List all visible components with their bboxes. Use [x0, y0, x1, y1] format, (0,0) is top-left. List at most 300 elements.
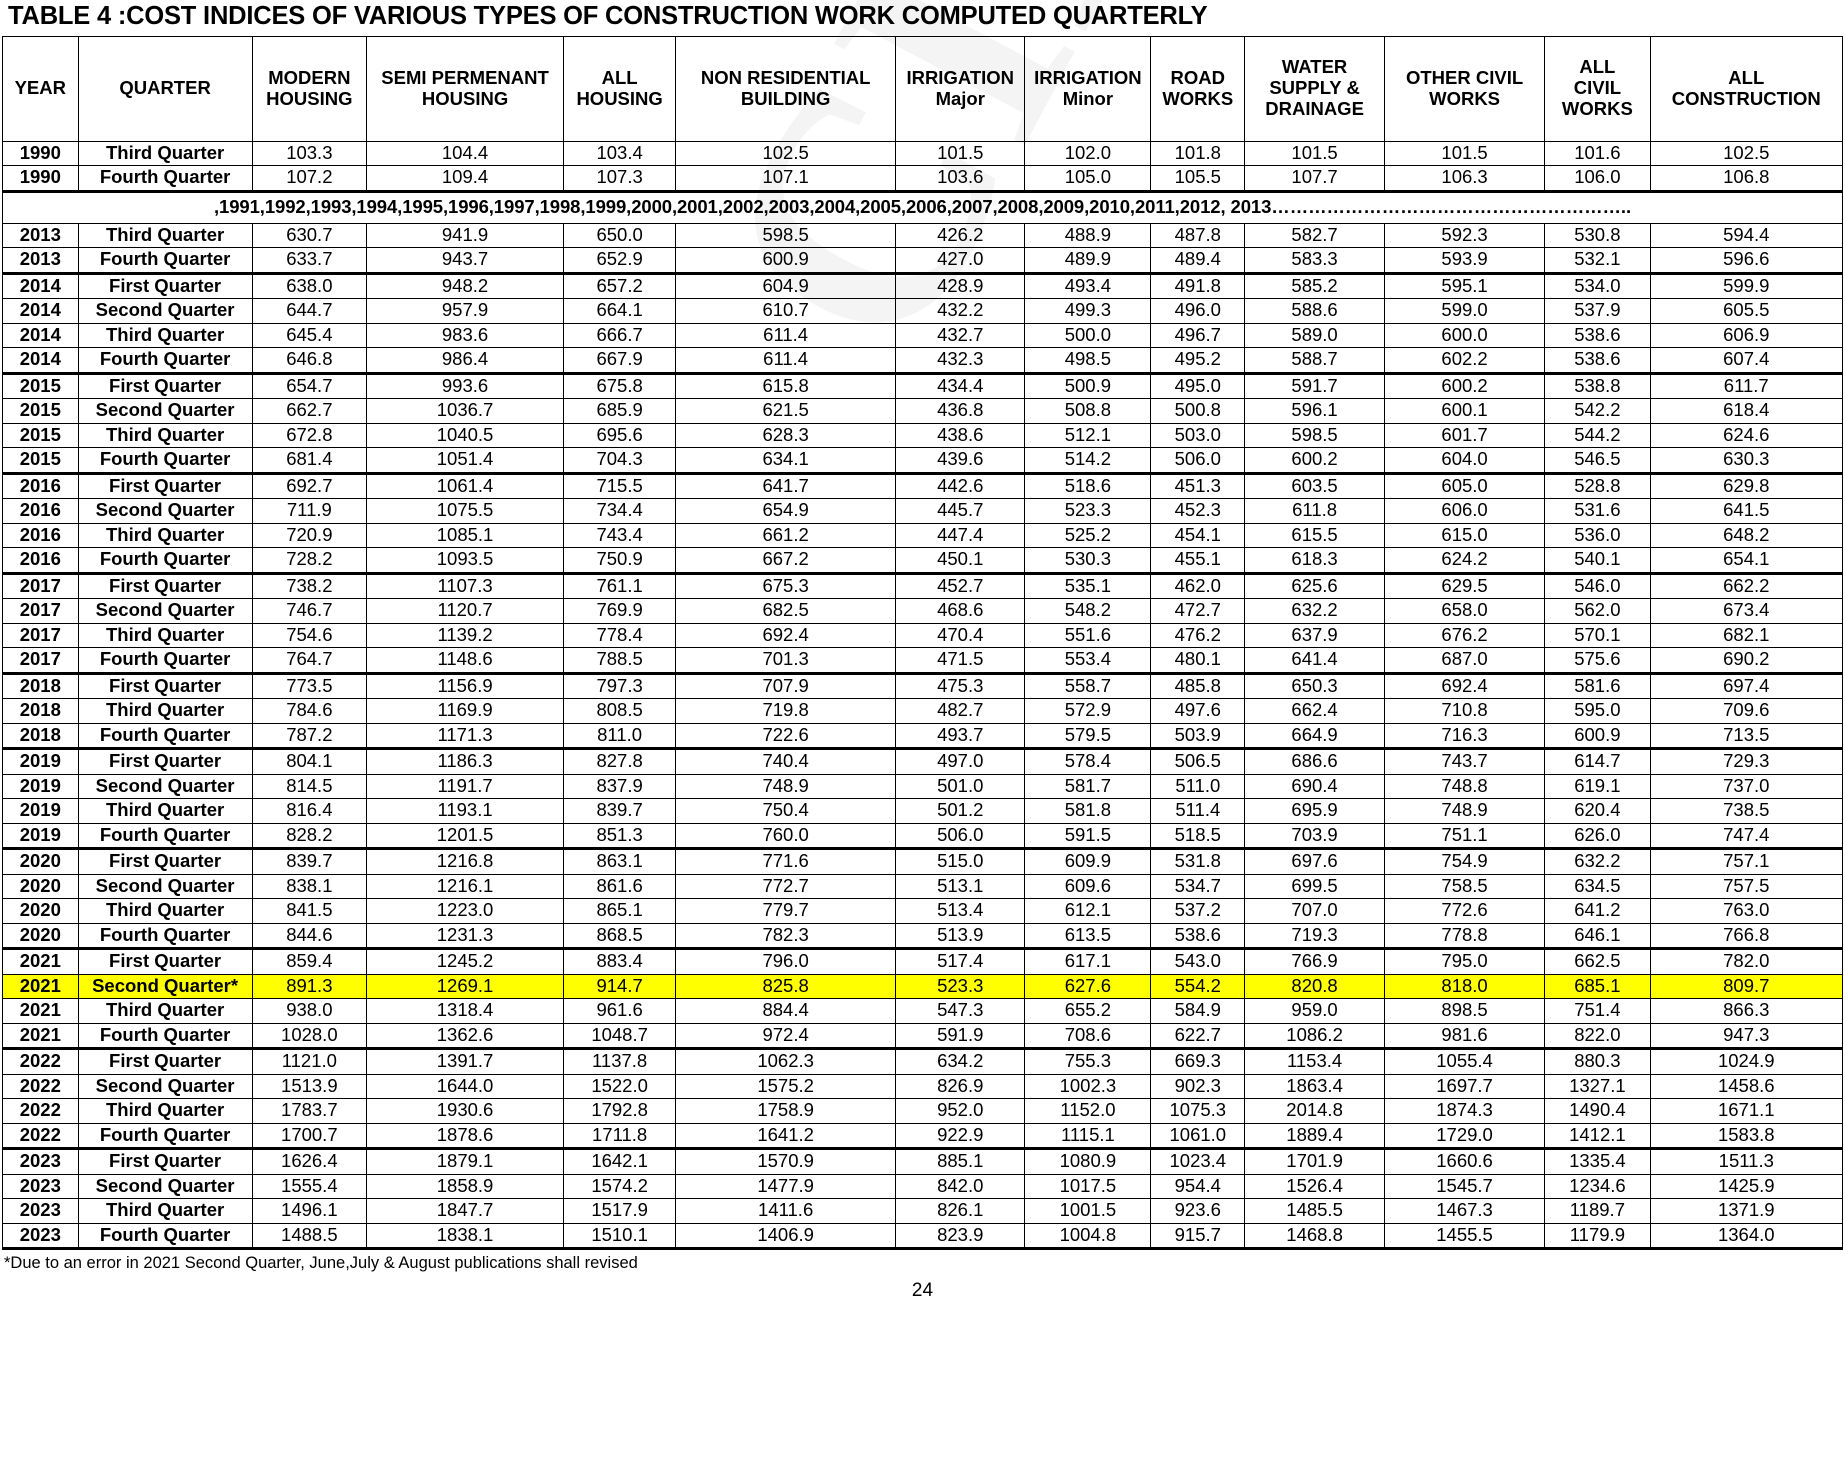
cell-quarter: Second Quarter [78, 299, 252, 324]
cell-value: 468.6 [896, 599, 1025, 624]
cell-value: 709.6 [1650, 699, 1842, 724]
cell-value: 554.2 [1151, 974, 1245, 999]
page-number: 24 [911, 1280, 934, 1301]
table-row [3, 1023, 1843, 1049]
cell-value: 880.3 [1545, 1049, 1650, 1075]
cell-value: 503.9 [1151, 723, 1245, 749]
cell-value: 748.9 [1384, 799, 1544, 824]
cell-quarter: Fourth Quarter [78, 923, 252, 949]
cell-value: 682.5 [676, 599, 896, 624]
table-row [3, 1099, 1843, 1124]
cell-value: 666.7 [564, 323, 676, 348]
table-row [3, 823, 1843, 849]
cell-value: 1468.8 [1245, 1223, 1385, 1249]
cell-value: 602.2 [1384, 348, 1544, 374]
cell-value: 682.1 [1650, 623, 1842, 648]
cell-value: 518.5 [1151, 823, 1245, 849]
cell-value: 1061.0 [1151, 1123, 1245, 1149]
table-row [3, 799, 1843, 824]
cell-value: 612.1 [1025, 899, 1151, 924]
cell-value: 695.6 [564, 423, 676, 448]
cell-value: 646.8 [252, 348, 366, 374]
cell-value: 626.0 [1545, 823, 1650, 849]
cell-value: 1216.8 [367, 849, 564, 875]
cell-value: 606.9 [1650, 323, 1842, 348]
column-header-line: WORKS [1162, 87, 1234, 109]
cell-value: 809.7 [1650, 974, 1842, 999]
cell-value: 675.8 [564, 373, 676, 399]
cell-value: 610.7 [676, 299, 896, 324]
cell-quarter: First Quarter [78, 673, 252, 699]
cell-value: 427.0 [896, 248, 1025, 274]
cell-value: 898.5 [1384, 999, 1544, 1024]
cell-year: 2014 [3, 273, 79, 299]
cell-value: 1729.0 [1384, 1123, 1544, 1149]
cell-value: 532.1 [1545, 248, 1650, 274]
cell-value: 757.1 [1650, 849, 1842, 875]
cell-value: 1169.9 [367, 699, 564, 724]
cell-value: 1485.5 [1245, 1199, 1385, 1224]
cell-value: 1847.7 [367, 1199, 564, 1224]
cell-value: 619.1 [1545, 774, 1650, 799]
cell-quarter: First Quarter [78, 749, 252, 775]
cell-quarter: Third Quarter [78, 999, 252, 1024]
cell-value: 787.2 [252, 723, 366, 749]
cell-value: 434.4 [896, 373, 1025, 399]
cell-year: 2021 [3, 999, 79, 1024]
cell-value: 1364.0 [1650, 1223, 1842, 1249]
cell-value: 825.8 [676, 974, 896, 999]
cell-value: 531.6 [1545, 499, 1650, 524]
column-header-line: ALL [601, 66, 638, 88]
cell-value: 641.5 [1650, 499, 1842, 524]
cell-value: 1040.5 [367, 423, 564, 448]
cell-value: 101.5 [1384, 141, 1544, 166]
cell-value: 620.4 [1545, 799, 1650, 824]
cell-year: 2020 [3, 874, 79, 899]
cell-value: 537.2 [1151, 899, 1245, 924]
cell-value: 600.1 [1384, 399, 1544, 424]
cell-year: 2017 [3, 623, 79, 648]
cell-value: 1583.8 [1650, 1123, 1842, 1149]
table-row [3, 673, 1843, 699]
cell-value: 719.8 [676, 699, 896, 724]
cell-value: 972.4 [676, 1023, 896, 1049]
cell-value: 648.2 [1650, 523, 1842, 548]
cell-value: 1148.6 [367, 648, 564, 674]
cell-year: 2017 [3, 573, 79, 599]
cell-value: 634.5 [1545, 874, 1650, 899]
cell-value: 629.8 [1650, 473, 1842, 499]
cell-quarter: Third Quarter [78, 141, 252, 166]
cell-value: 669.3 [1151, 1049, 1245, 1075]
table-row [3, 141, 1843, 166]
cell-quarter: First Quarter [78, 849, 252, 875]
cell-value: 476.2 [1151, 623, 1245, 648]
cell-value: 450.1 [896, 548, 1025, 574]
cell-value: 1107.3 [367, 573, 564, 599]
table-row [3, 548, 1843, 574]
cell-value: 1517.9 [564, 1199, 676, 1224]
cell-value: 1193.1 [367, 799, 564, 824]
cell-value: 826.1 [896, 1199, 1025, 1224]
cell-value: 788.5 [564, 648, 676, 674]
cell-value: 654.7 [252, 373, 366, 399]
cell-quarter: First Quarter [78, 273, 252, 299]
cell-value: 537.9 [1545, 299, 1650, 324]
cell-value: 475.3 [896, 673, 1025, 699]
cell-value: 1930.6 [367, 1099, 564, 1124]
cell-value: 1863.4 [1245, 1074, 1385, 1099]
cell-value: 493.7 [896, 723, 1025, 749]
cell-value: 609.6 [1025, 874, 1151, 899]
cell-value: 1318.4 [367, 999, 564, 1024]
cell-year: 2015 [3, 448, 79, 474]
cell-value: 1171.3 [367, 723, 564, 749]
cell-value: 948.2 [367, 273, 564, 299]
cell-year: 2019 [3, 823, 79, 849]
cell-value: 763.0 [1650, 899, 1842, 924]
cell-quarter: Fourth Quarter [78, 1123, 252, 1149]
cell-value: 839.7 [564, 799, 676, 824]
cell-value: 606.0 [1384, 499, 1544, 524]
cell-value: 703.9 [1245, 823, 1385, 849]
cell-value: 1153.4 [1245, 1049, 1385, 1075]
cell-value: 107.3 [564, 166, 676, 192]
cell-value: 839.7 [252, 849, 366, 875]
cell-value: 838.1 [252, 874, 366, 899]
cell-value: 692.4 [676, 623, 896, 648]
cell-value: 1758.9 [676, 1099, 896, 1124]
cell-value: 842.0 [896, 1174, 1025, 1199]
cell-quarter: Fourth Quarter [78, 548, 252, 574]
table-row [3, 273, 1843, 299]
cell-value: 685.9 [564, 399, 676, 424]
cell-value: 1555.4 [252, 1174, 366, 1199]
cell-quarter: Second Quarter [78, 774, 252, 799]
cell-value: 593.9 [1384, 248, 1544, 274]
cell-value: 506.0 [896, 823, 1025, 849]
cell-value: 771.6 [676, 849, 896, 875]
cell-value: 536.0 [1545, 523, 1650, 548]
cell-value: 883.4 [564, 949, 676, 975]
footnote: *Due to an error in 2021 Second Quarter, June,July & August publications shall revised [4, 1254, 638, 1272]
cell-value: 713.5 [1650, 723, 1842, 749]
cell-value: 538.6 [1545, 348, 1650, 374]
cell-value: 511.4 [1151, 799, 1245, 824]
cell-year: 2019 [3, 749, 79, 775]
cell-value: 615.5 [1245, 523, 1385, 548]
cell-year: 2015 [3, 373, 79, 399]
cell-value: 106.3 [1384, 166, 1544, 192]
cell-value: 826.9 [896, 1074, 1025, 1099]
cell-value: 591.9 [896, 1023, 1025, 1049]
cell-value: 523.3 [896, 974, 1025, 999]
cell-value: 650.0 [564, 223, 676, 248]
cell-value: 1660.6 [1384, 1149, 1544, 1175]
cell-value: 662.4 [1245, 699, 1385, 724]
cell-value: 584.9 [1151, 999, 1245, 1024]
table-row [3, 573, 1843, 599]
cell-value: 615.0 [1384, 523, 1544, 548]
cell-quarter: First Quarter [78, 1049, 252, 1075]
cell-value: 534.0 [1545, 273, 1650, 299]
cell-value: 743.7 [1384, 749, 1544, 775]
cell-value: 754.9 [1384, 849, 1544, 875]
cell-value: 605.5 [1650, 299, 1842, 324]
cell-quarter: Second Quarter* [78, 974, 252, 999]
table-row [3, 723, 1843, 749]
column-header-10 [1245, 36, 1385, 141]
cell-value: 633.7 [252, 248, 366, 274]
cell-value: 542.2 [1545, 399, 1650, 424]
cell-value: 595.1 [1384, 273, 1544, 299]
cell-value: 613.5 [1025, 923, 1151, 949]
cell-value: 452.3 [1151, 499, 1245, 524]
cell-value: 600.9 [676, 248, 896, 274]
cell-value: 1191.7 [367, 774, 564, 799]
cell-value: 480.1 [1151, 648, 1245, 674]
cell-value: 662.2 [1650, 573, 1842, 599]
cell-value: 681.4 [252, 448, 366, 474]
cell-value: 627.6 [1025, 974, 1151, 999]
cell-value: 664.1 [564, 299, 676, 324]
cell-value: 432.3 [896, 348, 1025, 374]
column-header-line: WORKS [1429, 87, 1501, 109]
column-header-13 [1650, 36, 1842, 141]
cell-value: 432.2 [896, 299, 1025, 324]
table-row [3, 648, 1843, 674]
cell-value: 1152.0 [1025, 1099, 1151, 1124]
cell-value: 1477.9 [676, 1174, 896, 1199]
cell-value: 1425.9 [1650, 1174, 1842, 1199]
cell-value: 611.4 [676, 348, 896, 374]
cell-value: 750.4 [676, 799, 896, 824]
cell-value: 692.7 [252, 473, 366, 499]
cell-value: 553.4 [1025, 648, 1151, 674]
cell-quarter: Second Quarter [78, 599, 252, 624]
cell-value: 885.1 [896, 1149, 1025, 1175]
cell-value: 1783.7 [252, 1099, 366, 1124]
cell-value: 604.9 [676, 273, 896, 299]
cell-value: 748.8 [1384, 774, 1544, 799]
cell-year: 2022 [3, 1074, 79, 1099]
cell-value: 782.3 [676, 923, 896, 949]
cell-year: 2017 [3, 599, 79, 624]
cell-value: 914.7 [564, 974, 676, 999]
cell-year: 2023 [3, 1149, 79, 1175]
cell-value: 986.4 [367, 348, 564, 374]
cell-value: 426.2 [896, 223, 1025, 248]
cell-value: 983.6 [367, 323, 564, 348]
cell-value: 1488.5 [252, 1223, 366, 1249]
cell-value: 673.4 [1650, 599, 1842, 624]
cell-value: 646.1 [1545, 923, 1650, 949]
cell-value: 851.3 [564, 823, 676, 849]
cell-value: 697.6 [1245, 849, 1385, 875]
cell-year: 2015 [3, 423, 79, 448]
cell-value: 685.1 [1545, 974, 1650, 999]
table-row [3, 448, 1843, 474]
cell-value: 1570.9 [676, 1149, 896, 1175]
cell-value: 581.7 [1025, 774, 1151, 799]
omitted-years-note: ,1991,1992,1993,1994,1995,1996,1997,1998,1999,2000,2001,2002,2003,2004,2005,2006,2007,2008,2009,2010,2011,2012, 2013………………………………………………….. [3, 191, 1843, 223]
cell-value: 707.9 [676, 673, 896, 699]
cell-value: 1545.7 [1384, 1174, 1544, 1199]
cell-value: 1120.7 [367, 599, 564, 624]
cell-value: 1697.7 [1384, 1074, 1544, 1099]
cell-value: 1406.9 [676, 1223, 896, 1249]
cell-value: 667.2 [676, 548, 896, 574]
cell-value: 628.3 [676, 423, 896, 448]
column-header-line: Minor [1062, 87, 1114, 109]
cell-value: 655.2 [1025, 999, 1151, 1024]
cell-quarter: Second Quarter [78, 499, 252, 524]
cell-value: 472.7 [1151, 599, 1245, 624]
cell-value: 482.7 [896, 699, 1025, 724]
cell-value: 658.0 [1384, 599, 1544, 624]
cell-value: 101.5 [1245, 141, 1385, 166]
cell-value: 498.5 [1025, 348, 1151, 374]
column-header-line: ROAD [1170, 66, 1226, 88]
cell-value: 518.6 [1025, 473, 1151, 499]
cell-value: 675.3 [676, 573, 896, 599]
cell-value: 1574.2 [564, 1174, 676, 1199]
cell-value: 701.3 [676, 648, 896, 674]
cell-value: 746.7 [252, 599, 366, 624]
cell-quarter: First Quarter [78, 473, 252, 499]
cell-value: 629.5 [1384, 573, 1544, 599]
cell-value: 592.3 [1384, 223, 1544, 248]
cell-value: 758.5 [1384, 874, 1544, 899]
table-row [3, 699, 1843, 724]
cell-value: 102.0 [1025, 141, 1151, 166]
cell-value: 104.4 [367, 141, 564, 166]
cell-value: 1245.2 [367, 949, 564, 975]
cell-value: 588.6 [1245, 299, 1385, 324]
cell-value: 729.3 [1650, 749, 1842, 775]
cell-value: 1023.4 [1151, 1149, 1245, 1175]
cell-quarter: Fourth Quarter [78, 823, 252, 849]
cell-value: 734.4 [564, 499, 676, 524]
cell-value: 804.1 [252, 749, 366, 775]
cell-value: 695.9 [1245, 799, 1385, 824]
cell-value: 107.1 [676, 166, 896, 192]
cell-value: 497.0 [896, 749, 1025, 775]
cell-value: 1879.1 [367, 1149, 564, 1175]
column-header-line: DRAINAGE [1265, 97, 1364, 119]
cell-value: 618.3 [1245, 548, 1385, 574]
cell-value: 863.1 [564, 849, 676, 875]
cell-value: 720.9 [252, 523, 366, 548]
cell-value: 591.7 [1245, 373, 1385, 399]
cell-value: 1017.5 [1025, 1174, 1151, 1199]
cell-value: 471.5 [896, 648, 1025, 674]
cell-value: 757.5 [1650, 874, 1842, 899]
cell-value: 1234.6 [1545, 1174, 1650, 1199]
cell-value: 820.8 [1245, 974, 1385, 999]
cell-value: 1496.1 [252, 1199, 366, 1224]
cell-value: 938.0 [252, 999, 366, 1024]
cell-value: 588.7 [1245, 348, 1385, 374]
column-header-line: HOUSING [421, 87, 509, 109]
cell-value: 1641.2 [676, 1123, 896, 1149]
cell-value: 538.6 [1151, 923, 1245, 949]
cell-year: 2022 [3, 1099, 79, 1124]
cell-value: 579.5 [1025, 723, 1151, 749]
cell-quarter: Third Quarter [78, 1099, 252, 1124]
cell-value: 814.5 [252, 774, 366, 799]
cell-value: 784.6 [252, 699, 366, 724]
cell-value: 589.0 [1245, 323, 1385, 348]
cell-year: 2020 [3, 849, 79, 875]
cell-quarter: Fourth Quarter [78, 1223, 252, 1249]
cell-value: 769.9 [564, 599, 676, 624]
cell-value: 954.4 [1151, 1174, 1245, 1199]
cell-value: 1455.5 [1384, 1223, 1544, 1249]
cell-value: 105.0 [1025, 166, 1151, 192]
cell-value: 1156.9 [367, 673, 564, 699]
cell-value: 438.6 [896, 423, 1025, 448]
cell-value: 1878.6 [367, 1123, 564, 1149]
cell-value: 513.9 [896, 923, 1025, 949]
cell-value: 622.7 [1151, 1023, 1245, 1049]
cell-year: 2013 [3, 248, 79, 274]
column-header-3 [252, 36, 366, 141]
column-header-4 [367, 36, 564, 141]
cell-value: 1085.1 [367, 523, 564, 548]
cell-value: 1216.1 [367, 874, 564, 899]
table-row [3, 348, 1843, 374]
table-row [3, 1074, 1843, 1099]
page-title: TABLE 4 :COST INDICES OF VARIOUS TYPES OF CONSTRUCTION WORK COMPUTED QUARTERLY [8, 2, 1208, 30]
cell-value: 1080.9 [1025, 1149, 1151, 1175]
cell-value: 657.2 [564, 273, 676, 299]
table-body [3, 141, 1843, 1249]
cell-year: 2021 [3, 949, 79, 975]
cell-value: 961.6 [564, 999, 676, 1024]
column-header-line: QUARTER [119, 77, 211, 99]
cell-value: 442.6 [896, 473, 1025, 499]
cell-value: 1371.9 [1650, 1199, 1842, 1224]
column-header-7 [896, 36, 1025, 141]
cell-value: 551.6 [1025, 623, 1151, 648]
cell-quarter: Third Quarter [78, 423, 252, 448]
cell-value: 795.0 [1384, 949, 1544, 975]
cell-value: 841.5 [252, 899, 366, 924]
cell-quarter: Fourth Quarter [78, 723, 252, 749]
column-header-line: ALL [1728, 66, 1765, 88]
cell-value: 827.8 [564, 749, 676, 775]
cell-value: 513.4 [896, 899, 1025, 924]
cell-value: 722.6 [676, 723, 896, 749]
cell-year: 2019 [3, 774, 79, 799]
cell-value: 547.3 [896, 999, 1025, 1024]
cell-value: 485.8 [1151, 673, 1245, 699]
cell-year: 1990 [3, 166, 79, 192]
cell-value: 451.3 [1151, 473, 1245, 499]
cell-value: 1186.3 [367, 749, 564, 775]
table-row [3, 499, 1843, 524]
column-header-line: SUPPLY & [1269, 77, 1360, 99]
cell-year: 2016 [3, 499, 79, 524]
cell-value: 583.3 [1245, 248, 1385, 274]
table-row [3, 1049, 1843, 1075]
cell-value: 796.0 [676, 949, 896, 975]
cell-value: 728.2 [252, 548, 366, 574]
cell-value: 952.0 [896, 1099, 1025, 1124]
cell-value: 598.5 [676, 223, 896, 248]
